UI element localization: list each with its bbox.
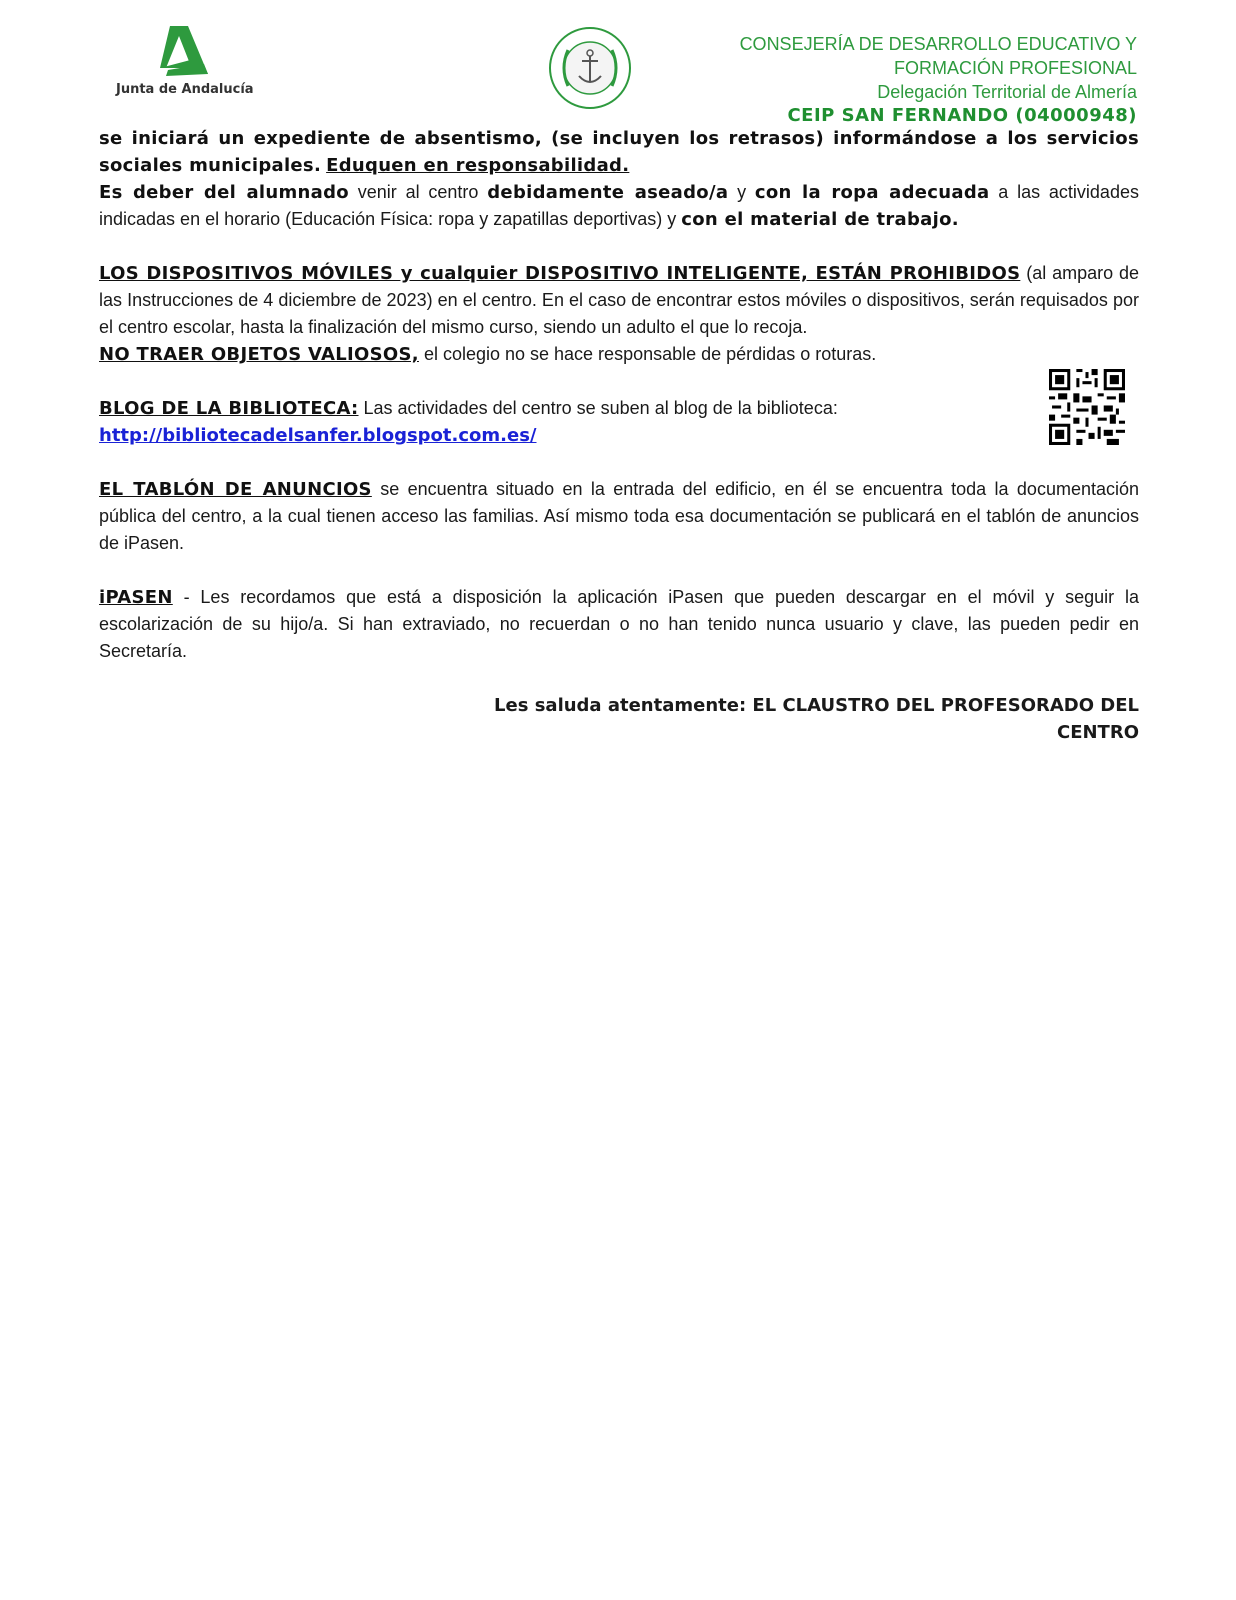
blog-link[interactable]: http://bibliotecadelsanfer.blogspot.com.es/ <box>99 425 537 446</box>
consejeria-line1: CONSEJERÍA DE DESARROLLO EDUCATIVO Y <box>739 34 1137 54</box>
deber-b1: Es deber del alumnado <box>99 182 349 203</box>
paragraph-tablon <box>99 476 1139 557</box>
ipasen-heading: iPASEN <box>99 587 173 608</box>
tablon-text: se encuentra situado en la entrada del edificio, en él se encuentra toda la documentación pública del centro, a la cual tienen acceso las familias. Así mismo toda esa documentación se publicará en el tablón de anuncios de iPasen. <box>99 479 1140 553</box>
spacer <box>99 368 1139 395</box>
signature <box>99 692 1139 746</box>
junta-label: Junta de Andalucía <box>116 82 254 97</box>
blog-link-line <box>99 422 1139 449</box>
blog-heading: BLOG DE LA BIBLIOTECA: <box>99 398 359 419</box>
deber-t2: y <box>728 182 755 202</box>
spacer <box>99 233 1139 260</box>
qr-code-icon <box>1049 369 1125 445</box>
objetos-text: el colegio no se hace responsable de pérdidas o roturas. <box>418 344 877 364</box>
junta-andalucia-logo <box>112 24 252 104</box>
deber-b4: con el material de trabajo. <box>681 209 959 230</box>
signature-line1: Les saluda atentamente: EL CLAUSTRO DEL PROFESORADO DEL <box>494 695 1139 716</box>
paragraph-deber <box>99 179 1139 233</box>
tablon-heading: EL TABLÓN DE ANUNCIOS <box>99 479 372 500</box>
ipasen-text: - Les recordamos que está a disposición la aplicación iPasen que pueden descargar en el móvil y seguir la escolarización de su hijo/a. Si han extraviado, no recuerdan o no han tenido nunca usuario y clave, las pueden pedir en Secretaría. <box>99 587 1139 661</box>
blog-line <box>99 395 1139 422</box>
deber-b3: con la ropa adecuada <box>754 182 990 203</box>
paragraph-objetos <box>99 341 1139 368</box>
paragraph-blog <box>99 395 1139 449</box>
deber-t3: a las actividades indicadas en el horario (Educación Física: ropa y zapatillas deportivas) y <box>99 182 1139 229</box>
deber-t1: venir al centro <box>348 182 488 202</box>
dispositivos-text: (al amparo de las Instrucciones de 4 diciembre de 2023) en el centro. En el caso de encontrar estos móviles o dispositivos, serán requisados por el centro escolar, hasta la finalización del mismo curso, siendo un adulto el que lo recoja. <box>99 263 1140 337</box>
signature-line2: CENTRO <box>1056 722 1139 743</box>
eduquen-text: Eduquen en responsabilidad. <box>326 155 630 176</box>
paragraph-dispositivos <box>99 260 1139 341</box>
blog-text: Las actividades del centro se suben al blog de la biblioteca: <box>358 398 838 418</box>
spacer <box>99 449 1139 476</box>
paragraph-absentismo <box>99 125 1139 179</box>
consejeria-line2: FORMACIÓN PROFESIONAL <box>893 58 1137 78</box>
document-body <box>99 125 1139 746</box>
spacer <box>99 665 1139 692</box>
spacer <box>99 557 1139 584</box>
paragraph-ipasen <box>99 584 1139 665</box>
school-name: CEIP SAN FERNANDO (04000948) <box>787 105 1137 126</box>
deber-b2: debidamente aseado/a <box>487 182 729 203</box>
objetos-heading: NO TRAER OBJETOS VALIOSOS, <box>99 344 419 365</box>
junta-logo-icon <box>146 24 218 78</box>
absentismo-text: se iniciará un expediente de absentismo, (se incluyen los retrasos) informándose a los servicios sociales municipales. <box>99 128 1139 176</box>
delegacion: Delegación Territorial de Almería <box>877 82 1137 102</box>
dispositivos-heading: LOS DISPOSITIVOS MÓVILES y cualquier DISPOSITIVO INTELIGENTE, ESTÁN PROHIBIDOS <box>99 263 1021 284</box>
header-institution <box>617 32 1137 128</box>
